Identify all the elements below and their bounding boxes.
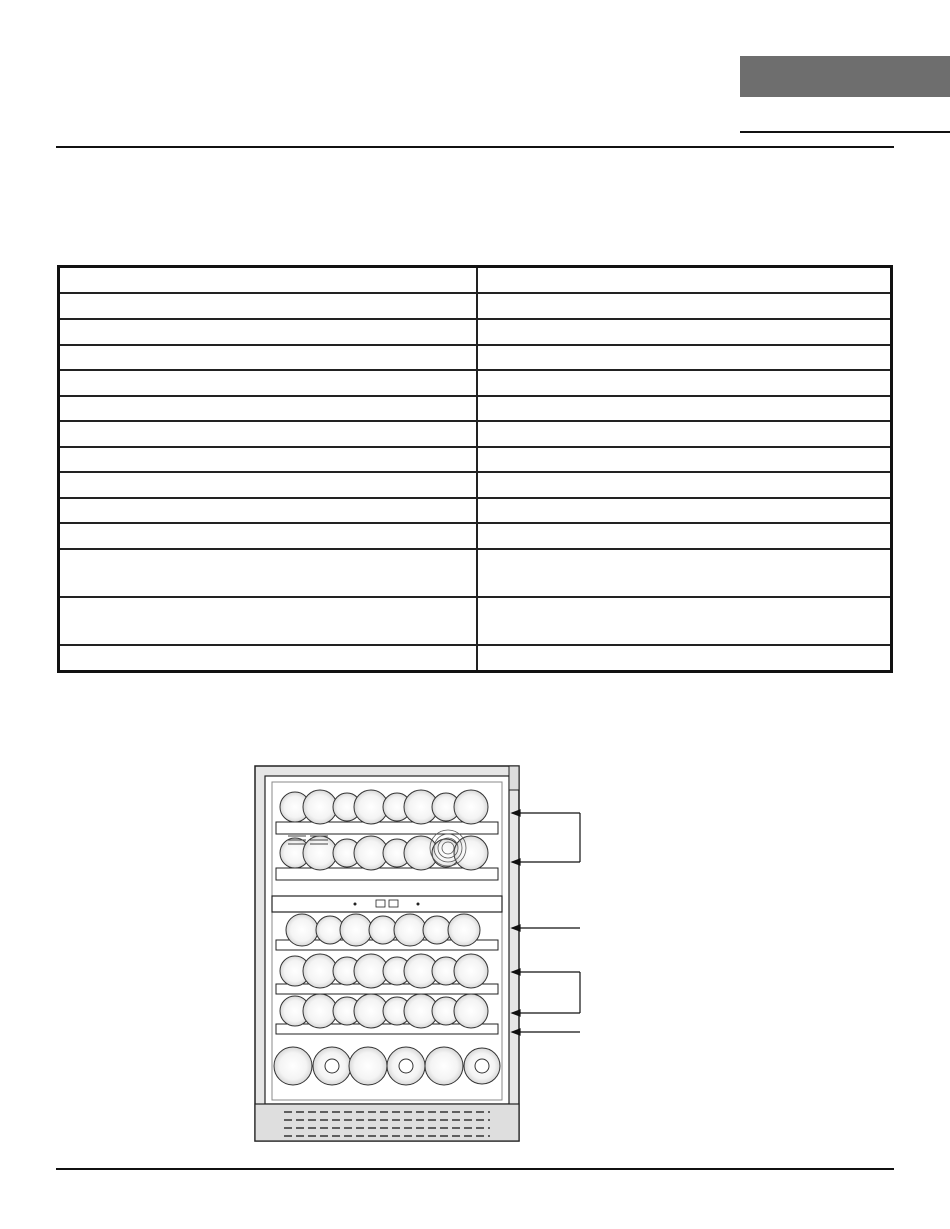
spec-value	[478, 422, 890, 446]
wine-cooler-illustration	[250, 760, 590, 1146]
callout-arrows	[512, 810, 580, 1035]
spec-label	[60, 268, 478, 292]
temperature-display	[389, 900, 398, 907]
table-row	[60, 344, 890, 369]
table-row	[60, 318, 890, 344]
header-rule	[56, 146, 894, 148]
spec-label	[60, 473, 478, 497]
table-row	[60, 596, 890, 644]
spec-label	[60, 371, 478, 395]
spec-value	[478, 499, 890, 522]
spec-value	[478, 397, 890, 420]
base-grille	[255, 1104, 519, 1141]
spec-label	[60, 524, 478, 548]
wine-cooler-figure	[250, 760, 590, 1146]
table-row	[60, 497, 890, 522]
table-row	[60, 522, 890, 548]
light-button	[417, 903, 420, 906]
table-row	[60, 420, 890, 446]
spec-label	[60, 646, 478, 670]
section-tab-rule	[740, 131, 950, 133]
spec-value	[478, 346, 890, 369]
spec-value	[478, 598, 890, 644]
spec-value	[478, 294, 890, 318]
control-panel	[272, 896, 502, 912]
table-row	[60, 446, 890, 471]
shelf-front	[276, 822, 498, 834]
spec-value	[478, 448, 890, 471]
spec-label	[60, 346, 478, 369]
spec-value	[478, 646, 890, 670]
spec-label	[60, 422, 478, 446]
spec-label	[60, 598, 478, 644]
table-row	[60, 369, 890, 395]
table-row	[60, 548, 890, 596]
table-row	[60, 268, 890, 292]
spec-value	[478, 371, 890, 395]
spec-value	[478, 550, 890, 596]
table-row	[60, 644, 890, 670]
shelf-front	[276, 868, 498, 880]
temperature-display	[376, 900, 385, 907]
footer-rule	[56, 1168, 894, 1170]
spec-label	[60, 448, 478, 471]
specifications-table	[57, 265, 893, 673]
power-button	[354, 903, 357, 906]
table-row	[60, 471, 890, 497]
spec-value	[478, 320, 890, 344]
spec-label	[60, 397, 478, 420]
spec-label	[60, 499, 478, 522]
spec-label	[60, 294, 478, 318]
hinge	[509, 766, 519, 790]
spec-value	[478, 473, 890, 497]
spec-label	[60, 320, 478, 344]
spec-value	[478, 524, 890, 548]
table-row	[60, 292, 890, 318]
table-row	[60, 395, 890, 420]
section-tab	[740, 56, 950, 97]
spec-label	[60, 550, 478, 596]
spec-value	[478, 268, 890, 292]
